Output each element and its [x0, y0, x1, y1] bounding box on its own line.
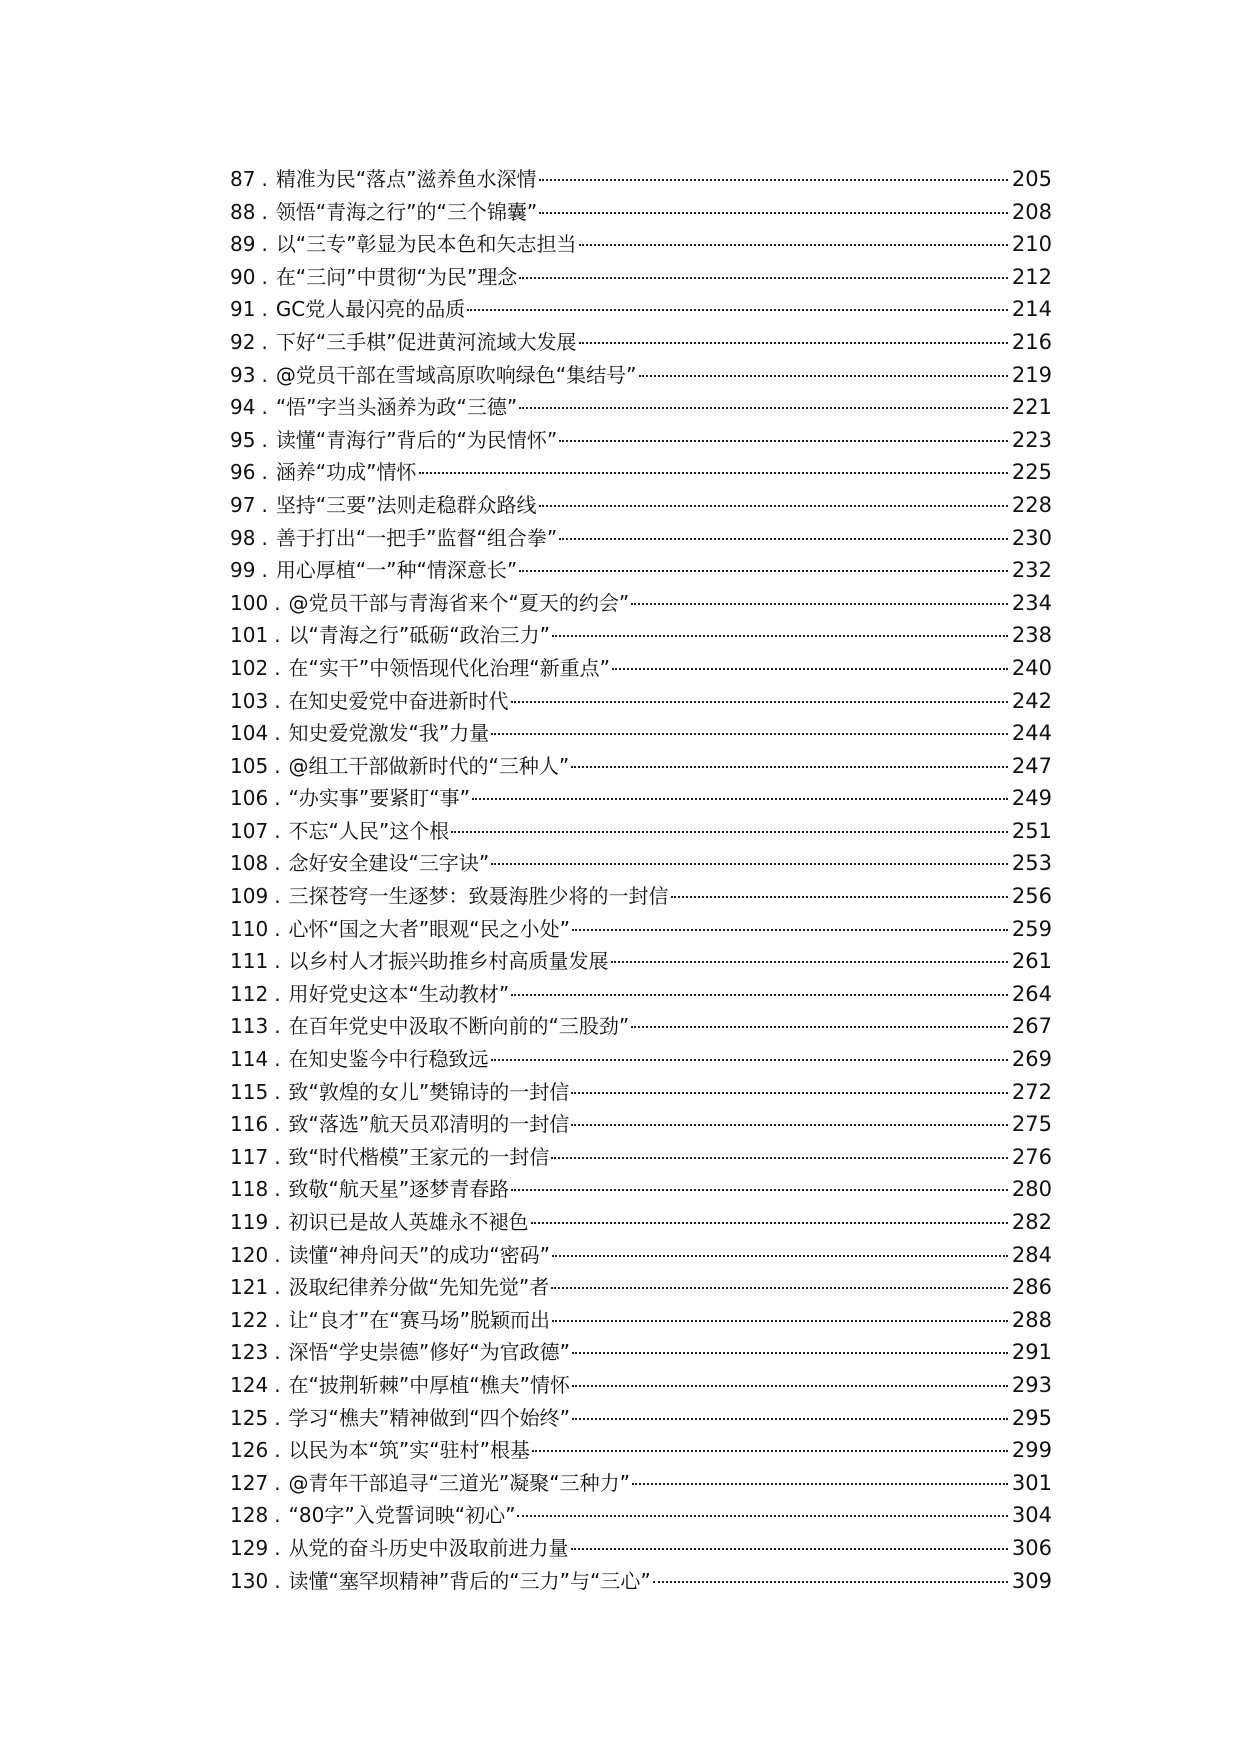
- toc-entry-number: 117: [230, 1144, 269, 1169]
- toc-entry-separator: .: [274, 1470, 281, 1495]
- toc-entry-separator: .: [274, 1405, 281, 1430]
- toc-entry-separator: .: [274, 1275, 281, 1300]
- toc-entry-number: 120: [230, 1242, 269, 1267]
- toc-entry-page: 208: [1011, 199, 1052, 224]
- toc-entry-separator: .: [274, 1144, 281, 1169]
- toc-entry-page: 301: [1011, 1470, 1052, 1495]
- toc-entry[interactable]: [230, 1076, 1052, 1109]
- toc-entry[interactable]: [230, 1239, 1052, 1272]
- toc-entry-separator: .: [274, 655, 281, 680]
- toc-dot-leader: [571, 766, 1008, 768]
- toc-entry-separator: .: [274, 721, 281, 746]
- toc-entry-page: 232: [1011, 558, 1052, 583]
- toc-entry-separator: .: [261, 395, 268, 420]
- toc-entry-title: 读懂“神舟问天”的成功“密码”: [288, 1242, 550, 1267]
- toc-entry-number: 107: [230, 818, 269, 843]
- toc-entry[interactable]: [230, 1532, 1052, 1565]
- toc-dot-leader: [572, 1352, 1008, 1354]
- toc-entry-title: 涵养“功成”情怀: [275, 460, 417, 485]
- toc-entry-page: 205: [1011, 167, 1052, 191]
- toc-entry[interactable]: [230, 424, 1052, 457]
- toc-entry-title: 让“良才”在“赛马场”脱颖而出: [288, 1307, 550, 1332]
- toc-entry[interactable]: [230, 196, 1052, 229]
- toc-entry-page: 216: [1011, 329, 1052, 354]
- toc-entry-title: 致“落选”航天员邓清明的一封信: [288, 1112, 570, 1137]
- toc-entry[interactable]: [230, 587, 1052, 620]
- toc-entry-page: 249: [1011, 786, 1052, 811]
- toc-entry-number: 127: [230, 1470, 269, 1495]
- toc-dot-leader: [539, 505, 1008, 507]
- toc-dot-leader: [571, 1092, 1008, 1094]
- toc-entry-title: 在“三问”中贯彻“为民”理念: [275, 264, 518, 289]
- toc-entry-separator: .: [261, 492, 268, 517]
- toc-entry-number: 118: [230, 1177, 269, 1202]
- toc-dot-leader: [551, 1287, 1008, 1289]
- toc-entry[interactable]: [230, 717, 1052, 750]
- toc-entry[interactable]: [230, 1206, 1052, 1239]
- toc-dot-leader: [532, 1450, 1008, 1452]
- toc-entry-separator: .: [274, 1535, 281, 1560]
- toc-entry[interactable]: [230, 1173, 1052, 1206]
- toc-entry-separator: .: [274, 590, 281, 615]
- toc-dot-leader: [419, 472, 1008, 474]
- toc-dot-leader: [491, 1059, 1008, 1061]
- toc-entry-title: 善于打出“一把手”监督“组合拳”: [275, 525, 558, 550]
- toc-entry[interactable]: [230, 945, 1052, 978]
- toc-entry-number: 103: [230, 688, 269, 713]
- toc-dot-leader: [579, 342, 1008, 344]
- toc-entry-number: 114: [230, 1047, 269, 1072]
- toc-entry[interactable]: [230, 554, 1052, 587]
- toc-dot-leader: [511, 994, 1008, 996]
- toc-entry-separator: .: [274, 786, 281, 811]
- toc-entry-page: 295: [1011, 1405, 1052, 1430]
- toc-entry[interactable]: [230, 522, 1052, 555]
- toc-dot-leader: [571, 1548, 1008, 1550]
- toc-entry-title: 在知史鉴今中行稳致远: [288, 1047, 489, 1072]
- toc-dot-leader: [519, 277, 1008, 279]
- toc-dot-leader: [467, 309, 1008, 311]
- toc-dot-leader: [572, 1385, 1008, 1387]
- toc-dot-leader: [653, 1581, 1008, 1583]
- toc-entry-title: @组工干部做新时代的“三种人”: [288, 753, 570, 778]
- toc-entry-separator: .: [274, 1112, 281, 1137]
- toc-entry-separator: .: [274, 1503, 281, 1528]
- toc-entry-separator: .: [261, 427, 268, 452]
- toc-entry-number: 123: [230, 1340, 269, 1365]
- toc-entry-page: 259: [1011, 916, 1052, 941]
- toc-entry-number: 109: [230, 884, 269, 909]
- toc-entry-title: 学习“樵夫”精神做到“四个始终”: [288, 1405, 570, 1430]
- toc-entry[interactable]: [230, 163, 1052, 196]
- toc-entry-page: 269: [1011, 1047, 1052, 1072]
- toc-entry-number: 104: [230, 721, 269, 746]
- toc-entry-separator: .: [274, 884, 281, 909]
- toc-entry[interactable]: [230, 1467, 1052, 1500]
- toc-entry-page: 251: [1011, 818, 1052, 843]
- toc-entry-page: 309: [1011, 1568, 1052, 1593]
- toc-entry-separator: .: [261, 264, 268, 289]
- toc-entry-title: 从党的奋斗历史中汲取前进力量: [288, 1535, 569, 1560]
- toc-entry-number: 113: [230, 1014, 269, 1039]
- toc-entry[interactable]: [230, 1043, 1052, 1076]
- toc-entry-page: 242: [1011, 688, 1052, 713]
- toc-entry-separator: .: [274, 753, 281, 778]
- toc-entry-page: 299: [1011, 1438, 1052, 1463]
- toc-entry-page: 276: [1011, 1144, 1052, 1169]
- toc-entry-title: 以“青海之行”砥砺“政治三力”: [288, 623, 550, 648]
- toc-entry-page: 225: [1011, 460, 1052, 485]
- toc-entry-page: 253: [1011, 851, 1052, 876]
- toc-entry[interactable]: [230, 685, 1052, 718]
- toc-dot-leader: [612, 668, 1008, 670]
- toc-entry[interactable]: [230, 978, 1052, 1011]
- toc-entry-separator: .: [274, 981, 281, 1006]
- toc-entry-title: 深悟“学史崇德”修好“为官政德”: [288, 1340, 570, 1365]
- toc-entry-separator: .: [261, 297, 268, 322]
- toc-entry-title: 不忘“人民”这个根: [288, 818, 450, 843]
- toc-entry[interactable]: [230, 228, 1052, 261]
- toc-dot-leader: [552, 1320, 1008, 1322]
- toc-entry-number: 99: [230, 558, 256, 583]
- toc-entry[interactable]: [230, 1402, 1052, 1435]
- toc-entry-title: 在知史爱党中奋进新时代: [288, 688, 509, 713]
- toc-entry-title: 下好“三手棋”促进黄河流域大发展: [275, 329, 577, 354]
- toc-entry-separator: .: [274, 623, 281, 648]
- toc-entry[interactable]: [230, 652, 1052, 685]
- toc-entry-title: 心怀“国之大者”眼观“民之小处”: [288, 916, 570, 941]
- toc-dot-leader: [552, 635, 1008, 637]
- toc-entry[interactable]: [230, 456, 1052, 489]
- toc-entry-separator: .: [274, 1079, 281, 1104]
- toc-entry-separator: .: [274, 851, 281, 876]
- toc-dot-leader: [472, 798, 1008, 800]
- toc-entry-title: 致敬“航天星”逐梦青春路: [288, 1177, 510, 1202]
- toc-entry[interactable]: [230, 1304, 1052, 1337]
- toc-entry-separator: .: [261, 232, 268, 257]
- toc-entry-separator: .: [261, 167, 268, 191]
- toc-entry-title: “悟”字当头涵养为政“三德”: [275, 395, 518, 420]
- toc-entry-page: 275: [1011, 1112, 1052, 1137]
- toc-dot-leader: [639, 375, 1008, 377]
- toc-dot-leader: [551, 1157, 1008, 1159]
- toc-entry-number: 95: [230, 427, 256, 452]
- toc-entry-title: 读懂“塞罕坝精神”背后的“三力”与“三心”: [288, 1568, 651, 1593]
- toc-entry[interactable]: [230, 847, 1052, 880]
- toc-entry[interactable]: [230, 326, 1052, 359]
- toc-entry-number: 119: [230, 1210, 269, 1234]
- toc-entry-page: 234: [1011, 590, 1052, 615]
- toc-dot-leader: [511, 1189, 1008, 1191]
- toc-dot-leader: [671, 896, 1008, 898]
- toc-entry-title: 以“三专”彰显为民本色和矢志担当: [275, 232, 577, 257]
- toc-entry-title: 知史爱党激发“我”力量: [288, 721, 490, 746]
- toc-entry-separator: .: [274, 1242, 281, 1267]
- toc-entry-page: 284: [1011, 1242, 1052, 1267]
- toc-entry-page: 212: [1011, 264, 1052, 289]
- toc-entry-page: 230: [1011, 525, 1052, 550]
- toc-entry-page: 210: [1011, 232, 1052, 257]
- toc-entry-title: 致“时代楷模”王家元的一封信: [288, 1144, 550, 1169]
- toc-entry[interactable]: [230, 782, 1052, 815]
- toc-entry-number: 110: [230, 916, 269, 941]
- toc-dot-leader: [519, 570, 1008, 572]
- toc-entry-number: 126: [230, 1438, 269, 1463]
- toc-entry-page: 264: [1011, 981, 1052, 1006]
- toc-entry-number: 102: [230, 655, 269, 680]
- toc-dot-leader: [539, 212, 1008, 214]
- toc-dot-leader: [491, 733, 1008, 735]
- toc-entry-separator: .: [261, 460, 268, 485]
- toc-entry-number: 98: [230, 525, 256, 550]
- toc-entry-page: 219: [1011, 362, 1052, 387]
- toc-dot-leader: [579, 244, 1008, 246]
- toc-entry-separator: .: [274, 1340, 281, 1365]
- toc-entry-title: 致“敦煌的女儿”樊锦诗的一封信: [288, 1079, 570, 1104]
- toc-entry-title: 在“实干”中领悟现代化治理“新重点”: [288, 655, 610, 680]
- toc-entry-number: 89: [230, 232, 256, 257]
- toc-entry[interactable]: [230, 1271, 1052, 1304]
- toc-entry-page: 228: [1011, 492, 1052, 517]
- toc-entry-separator: .: [274, 1307, 281, 1332]
- toc-dot-leader: [511, 701, 1008, 703]
- toc-entry-number: 100: [230, 590, 269, 615]
- toc-entry-separator: .: [274, 1568, 281, 1593]
- toc-entry[interactable]: [230, 1010, 1052, 1043]
- toc-dot-leader: [631, 1026, 1008, 1028]
- toc-entry-title: 以乡村人才振兴助推乡村高质量发展: [288, 949, 609, 974]
- toc-entry-page: 306: [1011, 1535, 1052, 1560]
- toc-entry[interactable]: [230, 619, 1052, 652]
- toc-entry-number: 88: [230, 199, 256, 224]
- toc-entry-page: 304: [1011, 1503, 1052, 1528]
- toc-dot-leader: [571, 1124, 1008, 1126]
- toc-entry-separator: .: [274, 1210, 281, 1234]
- toc-entry-page: 267: [1011, 1014, 1052, 1039]
- toc-entry-number: 130: [230, 1568, 269, 1593]
- toc-entry-number: 92: [230, 329, 256, 354]
- toc-entry[interactable]: [230, 913, 1052, 946]
- toc-entry-title: GC党人最闪亮的品质: [275, 297, 466, 322]
- toc-entry-page: 244: [1011, 721, 1052, 746]
- toc-entry-separator: .: [274, 949, 281, 974]
- toc-entry-title: 坚持“三要”法则走稳群众路线: [275, 492, 537, 517]
- toc-entry-number: 94: [230, 395, 256, 420]
- toc-entry-number: 115: [230, 1079, 269, 1104]
- toc-entry[interactable]: [230, 815, 1052, 848]
- toc-entry-separator: .: [261, 329, 268, 354]
- toc-entry-separator: .: [261, 362, 268, 387]
- toc-entry-page: 223: [1011, 427, 1052, 452]
- toc-entry[interactable]: [230, 1434, 1052, 1467]
- toc-entry-separator: .: [274, 1014, 281, 1039]
- toc-dot-leader: [552, 1255, 1008, 1257]
- toc-entry-number: 124: [230, 1372, 269, 1397]
- toc-entry-page: 221: [1011, 395, 1052, 420]
- toc-entry-number: 111: [230, 949, 269, 974]
- toc-entry-title: @青年干部追寻“三道光”凝聚“三种力”: [288, 1470, 630, 1495]
- toc-dot-leader: [451, 831, 1008, 833]
- toc-entry[interactable]: [230, 1336, 1052, 1369]
- toc-entry-page: 261: [1011, 949, 1052, 974]
- toc-dot-leader: [539, 179, 1008, 181]
- toc-entry-number: 116: [230, 1112, 269, 1137]
- toc-dot-leader: [531, 1222, 1008, 1224]
- toc-entry-separator: .: [261, 199, 268, 224]
- toc-entry[interactable]: [230, 489, 1052, 522]
- toc-dot-leader: [559, 538, 1008, 540]
- toc-dot-leader: [572, 929, 1008, 931]
- toc-entry-title: 读懂“青海行”背后的“为民情怀”: [275, 427, 558, 452]
- toc-entry-title: 在“披荆斩棘”中厚植“樵夫”情怀: [288, 1372, 570, 1397]
- toc-entry[interactable]: [230, 1369, 1052, 1402]
- toc-entry-title: 念好安全建设“三字诀”: [288, 851, 490, 876]
- toc-entry-page: 282: [1011, 1210, 1052, 1234]
- toc-dot-leader: [519, 407, 1008, 409]
- toc-entry-title: 以民为本“筑”实“驻村”根基: [288, 1438, 530, 1463]
- toc-entry-separator: .: [274, 916, 281, 941]
- toc-entry-number: 87: [230, 167, 256, 191]
- table-of-contents: [230, 163, 1052, 1597]
- toc-entry-number: 121: [230, 1275, 269, 1300]
- toc-entry-page: 240: [1011, 655, 1052, 680]
- toc-entry-title: 精准为民“落点”滋养鱼水深情: [275, 167, 537, 191]
- toc-entry[interactable]: [230, 750, 1052, 783]
- toc-entry[interactable]: [230, 1565, 1052, 1598]
- toc-dot-leader: [517, 1515, 1007, 1517]
- toc-entry-title: 初识已是故人英雄永不褪色: [288, 1210, 529, 1234]
- toc-entry-separator: .: [274, 688, 281, 713]
- toc-entry-separator: .: [274, 1372, 281, 1397]
- toc-entry[interactable]: [230, 261, 1052, 294]
- toc-entry-page: 286: [1011, 1275, 1052, 1300]
- toc-entry-number: 97: [230, 492, 256, 517]
- toc-entry[interactable]: [230, 391, 1052, 424]
- toc-entry[interactable]: [230, 1499, 1052, 1532]
- toc-entry-page: 256: [1011, 884, 1052, 909]
- toc-entry-separator: .: [274, 1047, 281, 1072]
- toc-entry-title: @党员干部与青海省来个“夏天的约会”: [288, 590, 630, 615]
- toc-entry-title: 汲取纪律养分做“先知先觉”者: [288, 1275, 550, 1300]
- toc-entry-number: 101: [230, 623, 269, 648]
- toc-entry-title: 领悟“青海之行”的“三个锦囊”: [275, 199, 538, 224]
- toc-entry-page: 272: [1011, 1079, 1052, 1104]
- toc-entry-title: “80字”入党誓词映“初心”: [288, 1503, 516, 1528]
- toc-entry-number: 96: [230, 460, 256, 485]
- toc-entry-page: 247: [1011, 753, 1052, 778]
- toc-dot-leader: [631, 603, 1008, 605]
- toc-entry-number: 112: [230, 981, 269, 1006]
- toc-entry-page: 288: [1011, 1307, 1052, 1332]
- toc-entry-page: 291: [1011, 1340, 1052, 1365]
- toc-entry-title: 用心厚植“一”种“情深意长”: [275, 558, 518, 583]
- toc-entry-number: 106: [230, 786, 269, 811]
- toc-entry-page: 214: [1011, 297, 1052, 322]
- toc-entry-page: 238: [1011, 623, 1052, 648]
- toc-entry-number: 125: [230, 1405, 269, 1430]
- toc-entry-separator: .: [274, 818, 281, 843]
- toc-entry[interactable]: [230, 359, 1052, 392]
- toc-entry-separator: .: [274, 1438, 281, 1463]
- toc-entry-title: “办实事”要紧盯“事”: [288, 786, 470, 811]
- toc-entry-title: 三探苍穹一生逐梦：致聂海胜少将的一封信: [288, 884, 669, 909]
- toc-entry-title: 用好党史这本“生动教材”: [288, 981, 510, 1006]
- toc-entry-number: 105: [230, 753, 269, 778]
- toc-entry-title: @党员干部在雪域高原吹响绿色“集结号”: [275, 362, 637, 387]
- toc-entry-number: 90: [230, 264, 256, 289]
- toc-entry-separator: .: [261, 558, 268, 583]
- toc-entry[interactable]: [230, 1108, 1052, 1141]
- toc-entry-title: 在百年党史中汲取不断向前的“三股劲”: [288, 1014, 630, 1039]
- toc-entry[interactable]: [230, 1141, 1052, 1174]
- toc-entry[interactable]: [230, 880, 1052, 913]
- toc-entry-number: 129: [230, 1535, 269, 1560]
- toc-dot-leader: [632, 1483, 1008, 1485]
- toc-dot-leader: [559, 440, 1008, 442]
- toc-entry-number: 122: [230, 1307, 269, 1332]
- toc-entry-number: 91: [230, 297, 256, 322]
- toc-entry[interactable]: [230, 293, 1052, 326]
- toc-entry-number: 93: [230, 362, 256, 387]
- toc-dot-leader: [491, 863, 1008, 865]
- toc-entry-number: 128: [230, 1503, 269, 1528]
- toc-entry-page: 293: [1011, 1372, 1052, 1397]
- toc-entry-separator: .: [261, 525, 268, 550]
- toc-dot-leader: [572, 1418, 1008, 1420]
- toc-entry-separator: .: [274, 1177, 281, 1202]
- toc-dot-leader: [611, 961, 1008, 963]
- toc-entry-number: 108: [230, 851, 269, 876]
- toc-entry-page: 280: [1011, 1177, 1052, 1202]
